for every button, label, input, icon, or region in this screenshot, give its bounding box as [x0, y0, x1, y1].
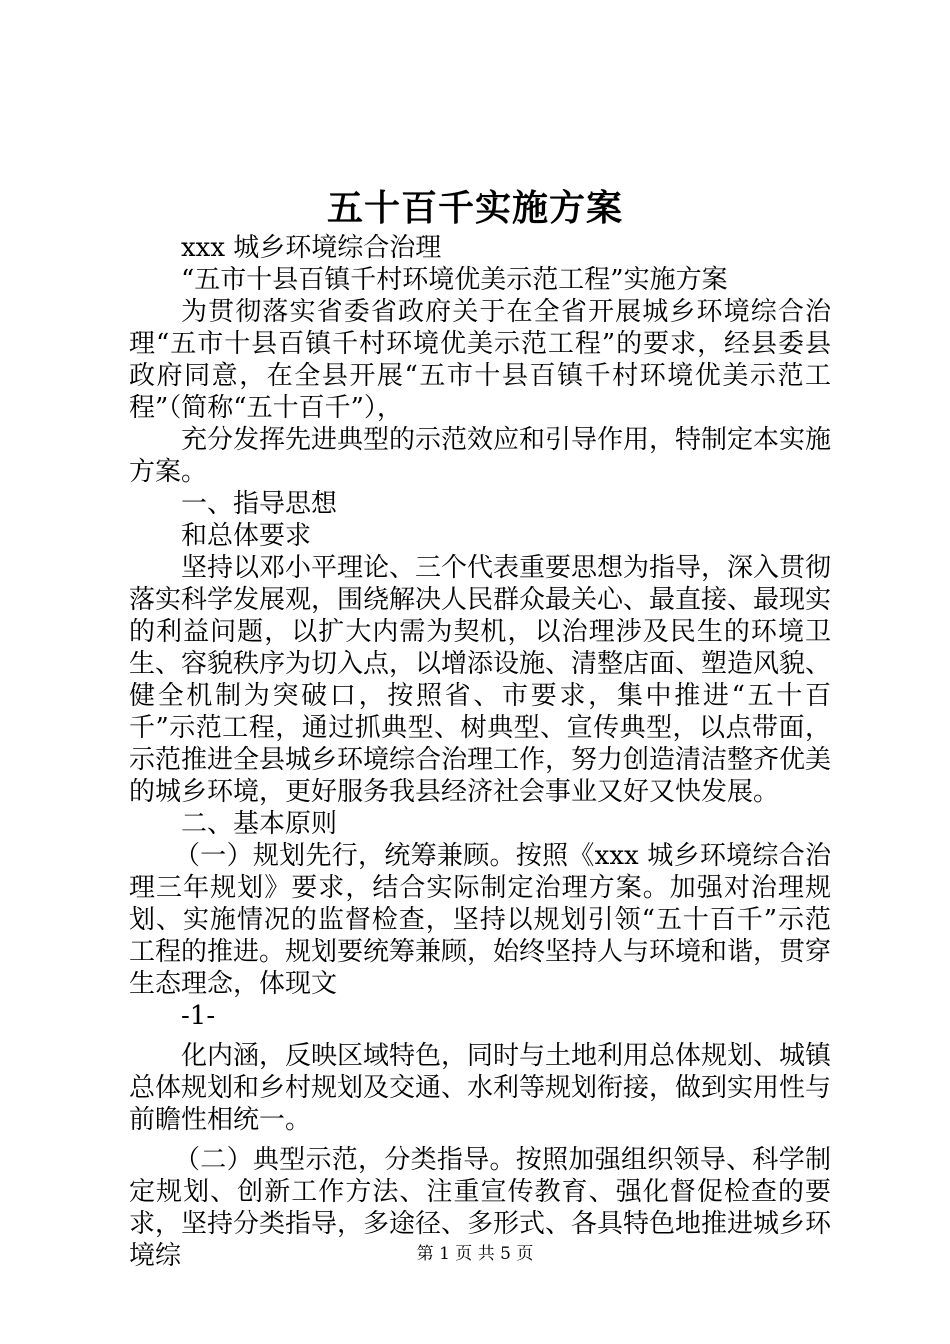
paragraph-purpose: 充分发挥先进典型的示范效应和引导作用，特制定本实施方案。	[129, 425, 832, 487]
paragraph-heading-line2: “五市十县百镇千村环境优美示范工程”实施方案	[181, 265, 728, 295]
inline-page-number: -1-	[181, 1001, 216, 1031]
paragraph-heading-line1: xxx 城乡环境综合治理	[181, 233, 442, 263]
document-body	[129, 232, 831, 1272]
paragraph-intro: 为贯彻落实省委省政府关于在全省开展城乡环境综合治理“五市十县百镇千村环境优美示范工程”的要求，经县委县政府同意，在全县开展“五市十县百镇千村环境优美示范工程”（简称“五十百千”），	[129, 297, 831, 423]
section-heading-2: 二、基本原则	[181, 809, 338, 839]
paragraph-principle-1: （一）规划先行，统筹兼顾。按照《xxx 城乡环境综合治理三年规划》要求，结合实际制定治理方案。加强对治理规划、实施情况的监督检查，坚持以规划引领“五十百千”示范工程的推进。规划要统筹兼顾，始终坚持人与环境和谐，贯穿生态理念，体现文	[129, 841, 832, 999]
paragraph-guiding-thought: 坚持以邓小平理论、三个代表重要思想为指导，深入贯彻落实科学发展观，围绕解决人民群众最关心、最直接、最现实的利益问题，以扩大内需为契机，以治理涉及民生的环境卫生、容貌秩序为切入点，以增添设施、清整店面、塑造风貌、健全机制为突破口，按照省、市要求，集中推进“五十百千”示范工程，通过抓典型、树典型、宣传典型，以点带面，示范推进全县城乡环境综合治理工作，努力创造清洁整齐优美的城乡环境，更好服务我县经济社会事业又好又快发展。	[129, 553, 832, 807]
page-footer: 第 1 页 共 5 页	[416, 1244, 534, 1264]
section-heading-1: 一、指导思想	[181, 489, 338, 519]
document-title: 五十百千实施方案	[326, 187, 623, 229]
paragraph-principle-1-cont: 化内涵，反映区域特色，同时与土地利用总体规划、城镇总体规划和乡村规划及交通、水利等规划衔接，做到实用性与前瞻性相统一。	[129, 1041, 832, 1135]
section-heading-1-cont: 和总体要求	[181, 521, 312, 551]
paragraph-principle-2: （二）典型示范，分类指导。按照加强组织领导、科学制定规划、创新工作方法、注重宣传教育、强化督促检查的要求，坚持分类指导，多途径、多形式、各具特色地推进城乡环境综	[129, 1145, 832, 1271]
